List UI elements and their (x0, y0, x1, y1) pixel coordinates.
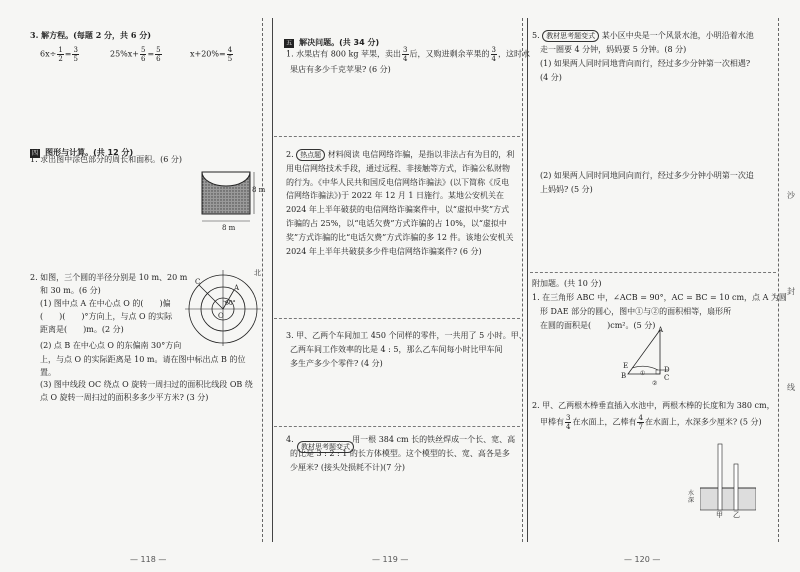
question-separator (274, 136, 520, 137)
angle-label: 60° (225, 300, 236, 307)
question-separator (274, 426, 520, 427)
binding-line (272, 18, 273, 542)
q4-2-line1: 2. 如图，三个圆的半径分别是 10 m、20 m (30, 273, 188, 282)
q3-line2: 乙两车间工作效率的比是 4 : 5，那么乙车间每小时比甲车间 (290, 345, 503, 354)
label-D: D (664, 366, 670, 374)
label-region-1: ① (640, 370, 646, 377)
bonus1-line3: 在圆的面积是( )cm²。(5 分) (540, 321, 656, 330)
pole-jia (718, 444, 722, 510)
equation-3: x+20%= $\frac{4}{5}$ (190, 46, 233, 63)
q4-2-line2: 和 30 m。(6 分) (40, 286, 101, 295)
q4-2-line3: (1) 图中点 A 在中心点 O 的( )偏 (40, 299, 171, 308)
question-separator (274, 318, 520, 319)
q4-2-line9: (3) 图中线段 OC 绕点 O 旋转一周扫过的面积比线段 OB 绕 (40, 380, 253, 389)
bonus2-line2: 甲棒有 $\frac{3}{4}$ 在水面上，乙棒有 $\frac{4}{7}$ 在水面上，水深多少厘米? (5 分) (540, 414, 762, 431)
section-badge: 五 (286, 40, 293, 47)
textbook-variant-tag: 教材思考题变式 (297, 441, 354, 453)
q5-line1: 5. 教材思考题变式 某小区中央是一个风景水池，小明沿着水池 (532, 31, 754, 40)
section-badge: 四 (32, 150, 39, 157)
column-divider (522, 18, 523, 542)
binding-char: 沙 (787, 191, 795, 200)
equation-2: 25%x+ $\frac{5}{6}$ = $\frac{5}{6}$ (110, 46, 161, 63)
q4-line3: 少厘米? (接头处损耗不计)(7 分) (290, 463, 405, 472)
water-pool (700, 488, 756, 510)
bonus1-line2: 形 DAE 部分的圆心，图中①与②的面积相等，扇形所 (540, 307, 732, 316)
q3-line1: 3. 甲、乙两个车间加工 450 个同样的零件，一共用了 5 小时。甲、 (286, 331, 527, 340)
hot-topic-tag: 热点题 (296, 149, 325, 161)
q4-line1: 4. 用一根 384 cm 长的铁丝焊成一个长、宽、高 (286, 435, 516, 444)
section-title: 图形与计算。(共 12 分) (45, 148, 134, 157)
q5-line6: 上妈妈? (5 分) (540, 185, 593, 194)
q4-1-text: 1. 求出图中涂色部分的周长和面积。(6 分) (30, 155, 183, 164)
binding-char: 封 (787, 287, 795, 296)
shaded-region (202, 172, 250, 214)
equation-1: 6x÷ $\frac{1}{2}$ = $\frac{3}{5}$ (40, 46, 78, 63)
q4-2-line5: 距离是( )m。(2 分) (40, 325, 124, 334)
q2-text: 电信网络诈骗，是指以非法占有为目的，利用电信网络技术手段，通过远程、非接触等方式，诈骗公私财物的行为。《中华人民共和国反电信网络诈骗法》(以下简称《反电信网络诈骗法》)于 2022 年 12 月 1 日施行。某地公安机关在 2024 年上半年破获的电信网络诈骗案件中，以“虚拟中奖”方式诈骗的占 25%，以“电话欠费”方式诈骗的占 10%，以“虚拟中奖”方式诈骗的比“电话欠费”方式诈骗的多 12 件。该地公安机关 2024 年上半年共破获多少件电信网络诈骗案件? (6 分) (286, 150, 515, 256)
q4-2-line7: 上，与点 O 的实际距离是 10 m。请在图中标出点 B 的位置。 (40, 355, 246, 377)
q1-line1: 1. 水果店有 800 kg 苹果，卖出 $\frac{3}{4}$ 后，又购进剩余苹果的 $\frac{3}{4}$ ，这时水 (286, 46, 530, 63)
label-B: B (621, 372, 627, 380)
pole-jia-label: 甲 (716, 511, 723, 519)
q4-2-line4: ( )( )°方向上，与点 O 的实际 (40, 312, 173, 321)
q3-title: 3. 解方程。(每题 2 分，共 6 分) (30, 30, 151, 40)
q2-lead: 材料阅读 (327, 150, 360, 159)
bonus-title: 附加题。(共 10 分) (532, 279, 602, 288)
q5-line3: (1) 如果两人同时同地背向而行，经过多少分钟第一次相遇? (540, 59, 751, 68)
label-region-2: ② (652, 380, 658, 387)
page-number: — 119 — (372, 555, 409, 564)
north-label: 北 (254, 269, 261, 277)
binding-line (527, 18, 528, 542)
pole-yi (734, 464, 738, 510)
label-E: E (623, 362, 629, 370)
shaded-square-figure (196, 166, 260, 228)
q4-2-line6: (2) 点 B 在中心点 O 的东偏南 30°方向 (40, 341, 182, 350)
page-number: — 118 — (130, 555, 167, 564)
water-depth-label: 水深 (688, 490, 695, 504)
q3-line3: 多生产多少个零件? (4 分) (290, 359, 383, 368)
cut-line (778, 18, 779, 542)
right-angle-mark (656, 370, 660, 374)
water-poles-figure (700, 440, 756, 516)
point-O-label: O (218, 312, 224, 320)
width-label: 8 m (222, 224, 236, 232)
section-title: 解决问题。(共 34 分) (299, 38, 380, 47)
q5-line5: (2) 如果两人同时同地同向而行，经过多少分钟小明第一次追 (540, 171, 754, 180)
height-label: 8 m (252, 186, 266, 194)
binding-char: 线 (787, 383, 795, 392)
bonus1-line1: 1. 在三角形 ABC 中，∠ACB = 90°，AC = BC = 10 cm，点 A 为圆 (532, 293, 787, 302)
question-separator (530, 272, 776, 273)
q4-2-line10: 点 O 旋转一周扫过的面积多多少平方米? (3 分) (40, 393, 209, 402)
textbook-variant-tag: 教材思考题变式 (542, 30, 599, 42)
q5-line4: (4 分) (540, 73, 562, 82)
q5-line2: 走一圈要 4 分钟，妈妈要 5 分钟。(8 分) (540, 45, 687, 54)
bonus2-line1: 2. 甲、乙两根木棒垂直插入水池中，两根木棒的长度和为 380 cm， (532, 401, 775, 410)
segment-OC (199, 285, 223, 309)
q4-line2: 的比是 3 : 2 : 1 的长方体模型。这个模型的长、宽、高各是多 (290, 449, 510, 458)
label-A: A (658, 326, 664, 334)
pole-yi-label: 乙 (733, 511, 740, 519)
page-number: — 120 — (624, 555, 661, 564)
column-divider (262, 18, 263, 542)
q1-line2: 果店有多少千克苹果? (6 分) (290, 65, 391, 74)
label-C: C (664, 374, 670, 382)
point-A-label: A (234, 284, 240, 292)
q2-block: 2. 热点题 材料阅读 电信网络诈骗，是指以非法占有为目的，利用电信网络技术手段，通过远程、非接触等方式，诈骗公私财物的行为。《中华人民共和国反电信网络诈骗法》(以下简称《反电信网络诈骗法》)于 2022 年 12 月 1 日施行。某地公安机关在 2024 年上半年破获的电信网络诈骗案件中，以“虚拟中奖”方式诈骗的占 25%，以“电话欠费”方式诈骗的占 10%，以“虚拟中奖”方式诈骗的比“电话欠费”方式诈骗的多 12 件。该地公安机关 2024 年上半年共破获多少件电信网络诈骗案件? (6 分) (286, 150, 515, 256)
point-C-label: C (195, 278, 201, 286)
